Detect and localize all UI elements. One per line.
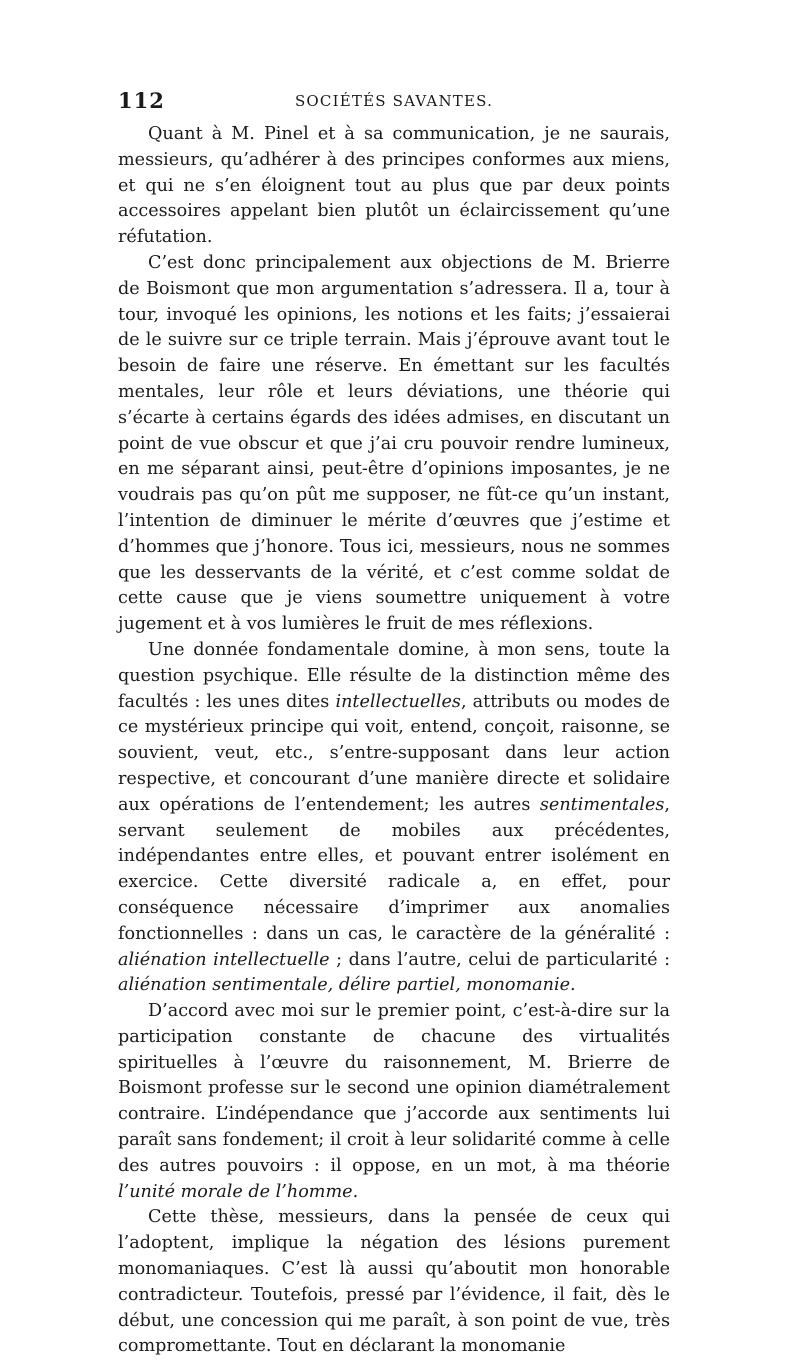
book-page — [118, 88, 670, 1360]
paragraph — [118, 251, 670, 638]
paragraph — [118, 1205, 670, 1360]
paragraph — [118, 999, 670, 1205]
text-segment: Quant à M. Pinel et à sa communication, je ne saurais, messieurs, qu’adhérer à des principes conformes aux miens, et qui ne s’en éloignent tout au plus que par deux points accessoires appelant bien plutôt un éclaircissement qu’une réfutation. — [118, 124, 670, 248]
text-segment: Cette thèse, messieurs, dans la pensée de ceux qui l’adoptent, implique la négation des lésions purement monomaniaques. C’est là aussi qu’aboutit mon honorable contradicteur. Toutefois, pressé par l’évidence, il fait, dès le début, une concession qui me paraît, à son point de vue, très compromettante. Tout en déclarant la monomanie — [118, 1207, 670, 1357]
running-head — [118, 88, 670, 118]
paragraph — [118, 638, 670, 999]
body-text — [118, 122, 670, 1360]
italic-term: intellectuelles — [335, 691, 461, 712]
italic-term: sentimentales — [539, 794, 665, 815]
text-segment: , attributs ou modes de ce mystérieux principe qui voit, entend, conçoit, raisonne, se souvient, veut, etc., s’entre-supposant dans leur action respective, et concourant d’une manière directe et solidaire aux opérations de l’entendement; les autres — [118, 691, 670, 815]
text-segment: Une donnée fondamentale domine, à mon sens, toute la question psychique. Elle résulte de la distinction même des facultés : les unes dites — [118, 639, 670, 712]
running-title: SOCIÉTÉS SAVANTES. — [294, 92, 494, 110]
paragraph — [118, 122, 670, 251]
text-segment: , servant seulement de mobiles aux précédentes, indépendantes entre elles, et pouvant entrer isolément en exercice. Cette diversité radicale a, en effet, pour conséquence nécessaire d’imprimer aux anomalies fonctionnelles : dans un cas, le caractère de la généralité : — [118, 794, 670, 944]
italic-term: aliénation intellectuelle — [118, 949, 330, 970]
text-segment: D’accord avec moi sur le premier point, c’est-à-dire sur la participation constante de chacune des virtualités spirituelles à l’œuvre du raisonnement, M. Brierre de Boismont professe sur le second une opinion diamétralement contraire. L’indépendance que j’accorde aux sentiments lui paraît sans fondement; il croit à leur solidarité comme à celle des autres pouvoirs : il oppose, en un mot, à ma théorie — [118, 1001, 670, 1176]
italic-term: aliénation sentimentale, délire partiel, monomanie. — [118, 975, 576, 996]
page-number: 112 — [118, 88, 165, 113]
italic-term: l’unité morale de l’homme. — [118, 1181, 359, 1202]
text-segment: ; dans l’autre, celui de particularité : — [329, 949, 670, 970]
text-segment: C’est donc principalement aux objections de M. Brierre de Boismont que mon argumentation s’adressera. Il a, tour à tour, invoqué les opinions, les notions et les faits; j’essaierai de le suivre sur ce triple terrain. Mais j’éprouve avant tout le besoin de faire une réserve. En émettant sur les facultés mentales, leur rôle et leurs déviations, une théorie qui s’écarte à certains égards des idées admises, en discutant un point de vue obscur et que j’ai cru pouvoir rendre lumineux, en me séparant ainsi, peut-être d’opinions imposantes, je ne voudrais pas qu’on pût me supposer, ne fût-ce qu’un instant, l’intention de diminuer le mérite d’œuvres que j’estime et d’hommes que j’honore. Tous ici, messieurs, nous ne sommes que les desservants de la vérité, et c’est comme soldat de cette cause que je viens soumettre uniquement à votre jugement et à vos lumières le fruit de mes réflexions. — [118, 252, 670, 635]
